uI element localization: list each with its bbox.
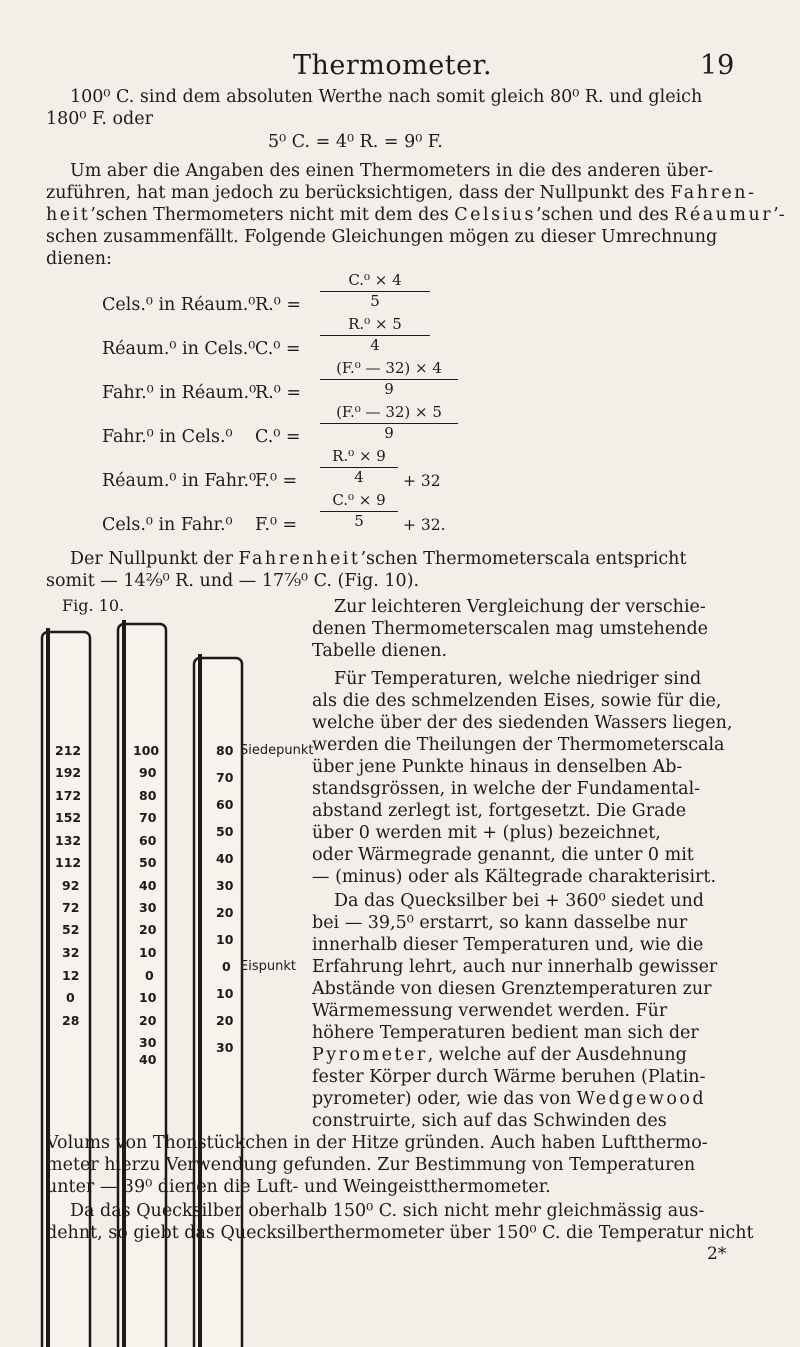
freezing-point-label: Eispunkt <box>240 959 296 974</box>
text-run: , welche auf der Ausdehnung <box>427 1045 687 1065</box>
para3-line-1: Zur leichteren Vergleichung der verschie- <box>334 597 706 617</box>
intro-equation: 5⁰ C. = 4⁰ R. = 9⁰ F. <box>268 132 443 152</box>
para1-line-3 <box>46 204 785 226</box>
para5-line <box>312 1088 706 1110</box>
fraction-numerator: R.⁰ × 9 <box>332 447 386 465</box>
conversion-fraction <box>320 271 430 310</box>
tick-label: 52 <box>62 922 80 937</box>
tick-label: 70 <box>216 770 234 785</box>
conversion-lhs: C.⁰ = <box>255 427 301 447</box>
spaced-term-pyrometer: Pyrometer <box>312 1045 428 1065</box>
para4-line: standsgrössen, in welche der Fundamental- <box>312 779 701 799</box>
para3-line-3: Tabelle dienen. <box>312 641 448 661</box>
tick-label: 72 <box>62 900 80 915</box>
conversion-fraction <box>320 403 458 442</box>
page-header <box>0 50 800 90</box>
conversion-fraction <box>320 447 398 486</box>
tick-label: 70 <box>139 810 157 825</box>
para4-line: über jene Punkte hinaus in denselben Ab- <box>312 757 683 777</box>
fraction-denominator: 9 <box>384 380 394 398</box>
tick-label: 10 <box>139 945 157 960</box>
spaced-name-wedgewood: Wedgewood <box>576 1089 707 1109</box>
conversion-label: Cels.⁰ in Réaum.⁰ <box>102 295 256 315</box>
para1-line-2 <box>46 182 756 204</box>
para4-line: Für Temperaturen, welche niedriger sind <box>334 669 702 689</box>
conversion-fraction <box>320 315 430 354</box>
para5-line: Wärmemessung verwendet werden. Für <box>312 1001 668 1021</box>
para4-line: werden die Theilungen der Thermometerscala <box>312 735 725 755</box>
para4-line: abstand zerlegt ist, fortgesetzt. Die Grade <box>312 801 687 821</box>
tick-label: 40 <box>139 878 157 893</box>
tick-label: 80 <box>139 788 157 803</box>
para4-line: über 0 werden mit + (plus) bezeichnet, <box>312 823 661 843</box>
conversion-label: Réaum.⁰ in Fahr.⁰ <box>102 471 257 491</box>
tick-label: 80 <box>216 743 234 758</box>
spaced-name-celsius: Celsius <box>454 205 536 225</box>
conversion-lhs: R.⁰ = <box>255 295 301 315</box>
para1-line-1: Um aber die Angaben des einen Thermometers in die des anderen über- <box>70 161 714 181</box>
fraction-denominator: 4 <box>370 336 380 354</box>
para5-line: fester Körper durch Wärme beruhen (Platin- <box>312 1067 706 1087</box>
tick-label: 20 <box>139 922 157 937</box>
para5-line: Abstände von diesen Grenztemperaturen zur <box>312 979 712 999</box>
running-title: Thermometer. <box>293 50 493 81</box>
para5-line: Da das Quecksilber bei + 360⁰ siedet und <box>334 891 705 911</box>
text-run: ’schen und des <box>535 205 675 225</box>
para5-line: meter hierzu Verwendung gefunden. Zur Bestimmung von Temperaturen <box>46 1155 696 1175</box>
spaced-name-heit: heit <box>46 205 91 225</box>
text-run: ’schen Thermometers nicht mit dem des <box>90 205 455 225</box>
tick-label: 12 <box>62 968 80 983</box>
conversion-fraction <box>320 491 398 530</box>
para4-line: als die des schmelzenden Eises, sowie für die, <box>312 691 722 711</box>
conversion-tail: + 32 <box>403 472 441 490</box>
spaced-name-fahrenheit: Fahrenheit <box>238 549 361 569</box>
tick-label: 50 <box>139 855 157 870</box>
conversion-tail: + 32. <box>403 516 446 534</box>
conversion-lhs: R.⁰ = <box>255 383 301 403</box>
tick-label: 30 <box>139 1035 157 1050</box>
fraction-numerator: R.⁰ × 5 <box>348 315 402 333</box>
fraction-denominator: 5 <box>354 512 364 530</box>
fraction-denominator: 5 <box>370 292 380 310</box>
spaced-name-reaumur: Réaumur <box>674 205 774 225</box>
fraction-numerator: C.⁰ × 9 <box>332 491 386 509</box>
boiling-point-label: Siedepunkt <box>240 743 314 758</box>
conversion-fraction <box>320 359 458 398</box>
para5-line: Volums von Thonstückchen in der Hitze gründen. Auch haben Luftthermo- <box>46 1133 708 1153</box>
tick-label: 92 <box>62 878 80 893</box>
tick-label: 50 <box>216 824 234 839</box>
tick-label: 30 <box>216 1040 234 1055</box>
tick-label: 20 <box>216 905 234 920</box>
conversion-label: Réaum.⁰ in Cels.⁰ <box>102 339 256 359</box>
text-run: Der Nullpunkt der <box>70 549 239 569</box>
tick-label: 212 <box>55 743 82 758</box>
tick-label: 40 <box>139 1052 157 1067</box>
tick-label: 90 <box>139 765 157 780</box>
page-number: 19 <box>700 50 735 81</box>
spaced-name-fahrenheit: Fahren- <box>670 183 757 203</box>
conversion-lhs: F.⁰ = <box>255 471 298 491</box>
para5-line: unter — 39⁰ dienen die Luft- und Weingeistthermometer. <box>46 1177 551 1197</box>
fraction-denominator: 4 <box>354 468 364 486</box>
tick-label: 0 <box>145 968 154 983</box>
conversion-label: Cels.⁰ in Fahr.⁰ <box>102 515 233 535</box>
intro-line-1: 100⁰ C. sind dem absoluten Werthe nach somit gleich 80⁰ R. und gleich <box>70 87 703 107</box>
intro-line-2: 180⁰ F. oder <box>46 109 153 129</box>
para5-line: Erfahrung lehrt, auch nur innerhalb gewisser <box>312 957 718 977</box>
signature-mark: 2* <box>707 1244 727 1264</box>
text-run: pyrometer) oder, wie das von <box>312 1089 577 1109</box>
fraction-numerator: C.⁰ × 4 <box>348 271 402 289</box>
tick-label: 112 <box>55 855 82 870</box>
para1-line-5: dienen: <box>46 249 112 269</box>
para6-line-2: dehnt, so giebt das Quecksilberthermometer über 150⁰ C. die Temperatur nicht <box>46 1223 754 1243</box>
tick-label: 152 <box>55 810 82 825</box>
figure-label: Fig. 10. <box>62 596 125 615</box>
tick-label: 0 <box>222 959 231 974</box>
tick-label: 10 <box>216 986 234 1001</box>
text-run: ’- <box>773 205 785 225</box>
conversion-label: Fahr.⁰ in Réaum.⁰ <box>102 383 257 403</box>
fraction-denominator: 9 <box>384 424 394 442</box>
tick-label: 172 <box>55 788 82 803</box>
para2-line-1 <box>70 548 686 570</box>
para6-line-1: Da das Quecksilber oberhalb 150⁰ C. sich nicht mehr gleichmässig aus- <box>70 1201 705 1221</box>
tick-label: 20 <box>139 1013 157 1028</box>
tick-label: 20 <box>216 1013 234 1028</box>
fraction-numerator: (F.⁰ — 32) × 4 <box>336 359 442 377</box>
conversion-lhs: C.⁰ = <box>255 339 301 359</box>
tick-label: 192 <box>55 765 82 780</box>
para4-line: welche über der des siedenden Wassers liegen, <box>312 713 733 733</box>
tick-label: 0 <box>66 990 75 1005</box>
tick-label: 28 <box>62 1013 80 1028</box>
para3-line-2: denen Thermometerscalen mag umstehende <box>312 619 709 639</box>
tick-label: 30 <box>139 900 157 915</box>
para5-line <box>312 1044 687 1066</box>
para2-line-2: somit — 14²⁄₉⁰ R. und — 17⁷⁄₉⁰ C. (Fig. 10). <box>46 571 420 591</box>
tick-label: 10 <box>139 990 157 1005</box>
tick-label: 60 <box>139 833 157 848</box>
text-run: ’schen Thermometerscala entspricht <box>360 549 687 569</box>
tick-label: 30 <box>216 878 234 893</box>
tick-label: 100 <box>133 743 160 758</box>
conversion-lhs: F.⁰ = <box>255 515 298 535</box>
para5-line: höhere Temperaturen bedient man sich der <box>312 1023 699 1043</box>
fraction-numerator: (F.⁰ — 32) × 5 <box>336 403 442 421</box>
tick-label: 60 <box>216 797 234 812</box>
para4-line: oder Wärmegrade genannt, die unter 0 mit <box>312 845 694 865</box>
text-run: zuführen, hat man jedoch zu berücksichtigen, dass der Nullpunkt des <box>46 183 671 203</box>
tick-label: 32 <box>62 945 80 960</box>
conversion-label: Fahr.⁰ in Cels.⁰ <box>102 427 233 447</box>
para5-line: construirte, sich auf das Schwinden des <box>312 1111 667 1131</box>
tick-label: 10 <box>216 932 234 947</box>
tick-label: 132 <box>55 833 82 848</box>
para4-line: — (minus) oder als Kältegrade charakterisirt. <box>312 867 717 887</box>
para5-line: innerhalb dieser Temperaturen und, wie die <box>312 935 704 955</box>
para1-line-4: schen zusammenfällt. Folgende Gleichungen mögen zu dieser Umrechnung <box>46 227 718 247</box>
tick-label: 40 <box>216 851 234 866</box>
para5-line: bei — 39,5⁰ erstarrt, so kann dasselbe nur <box>312 913 688 933</box>
